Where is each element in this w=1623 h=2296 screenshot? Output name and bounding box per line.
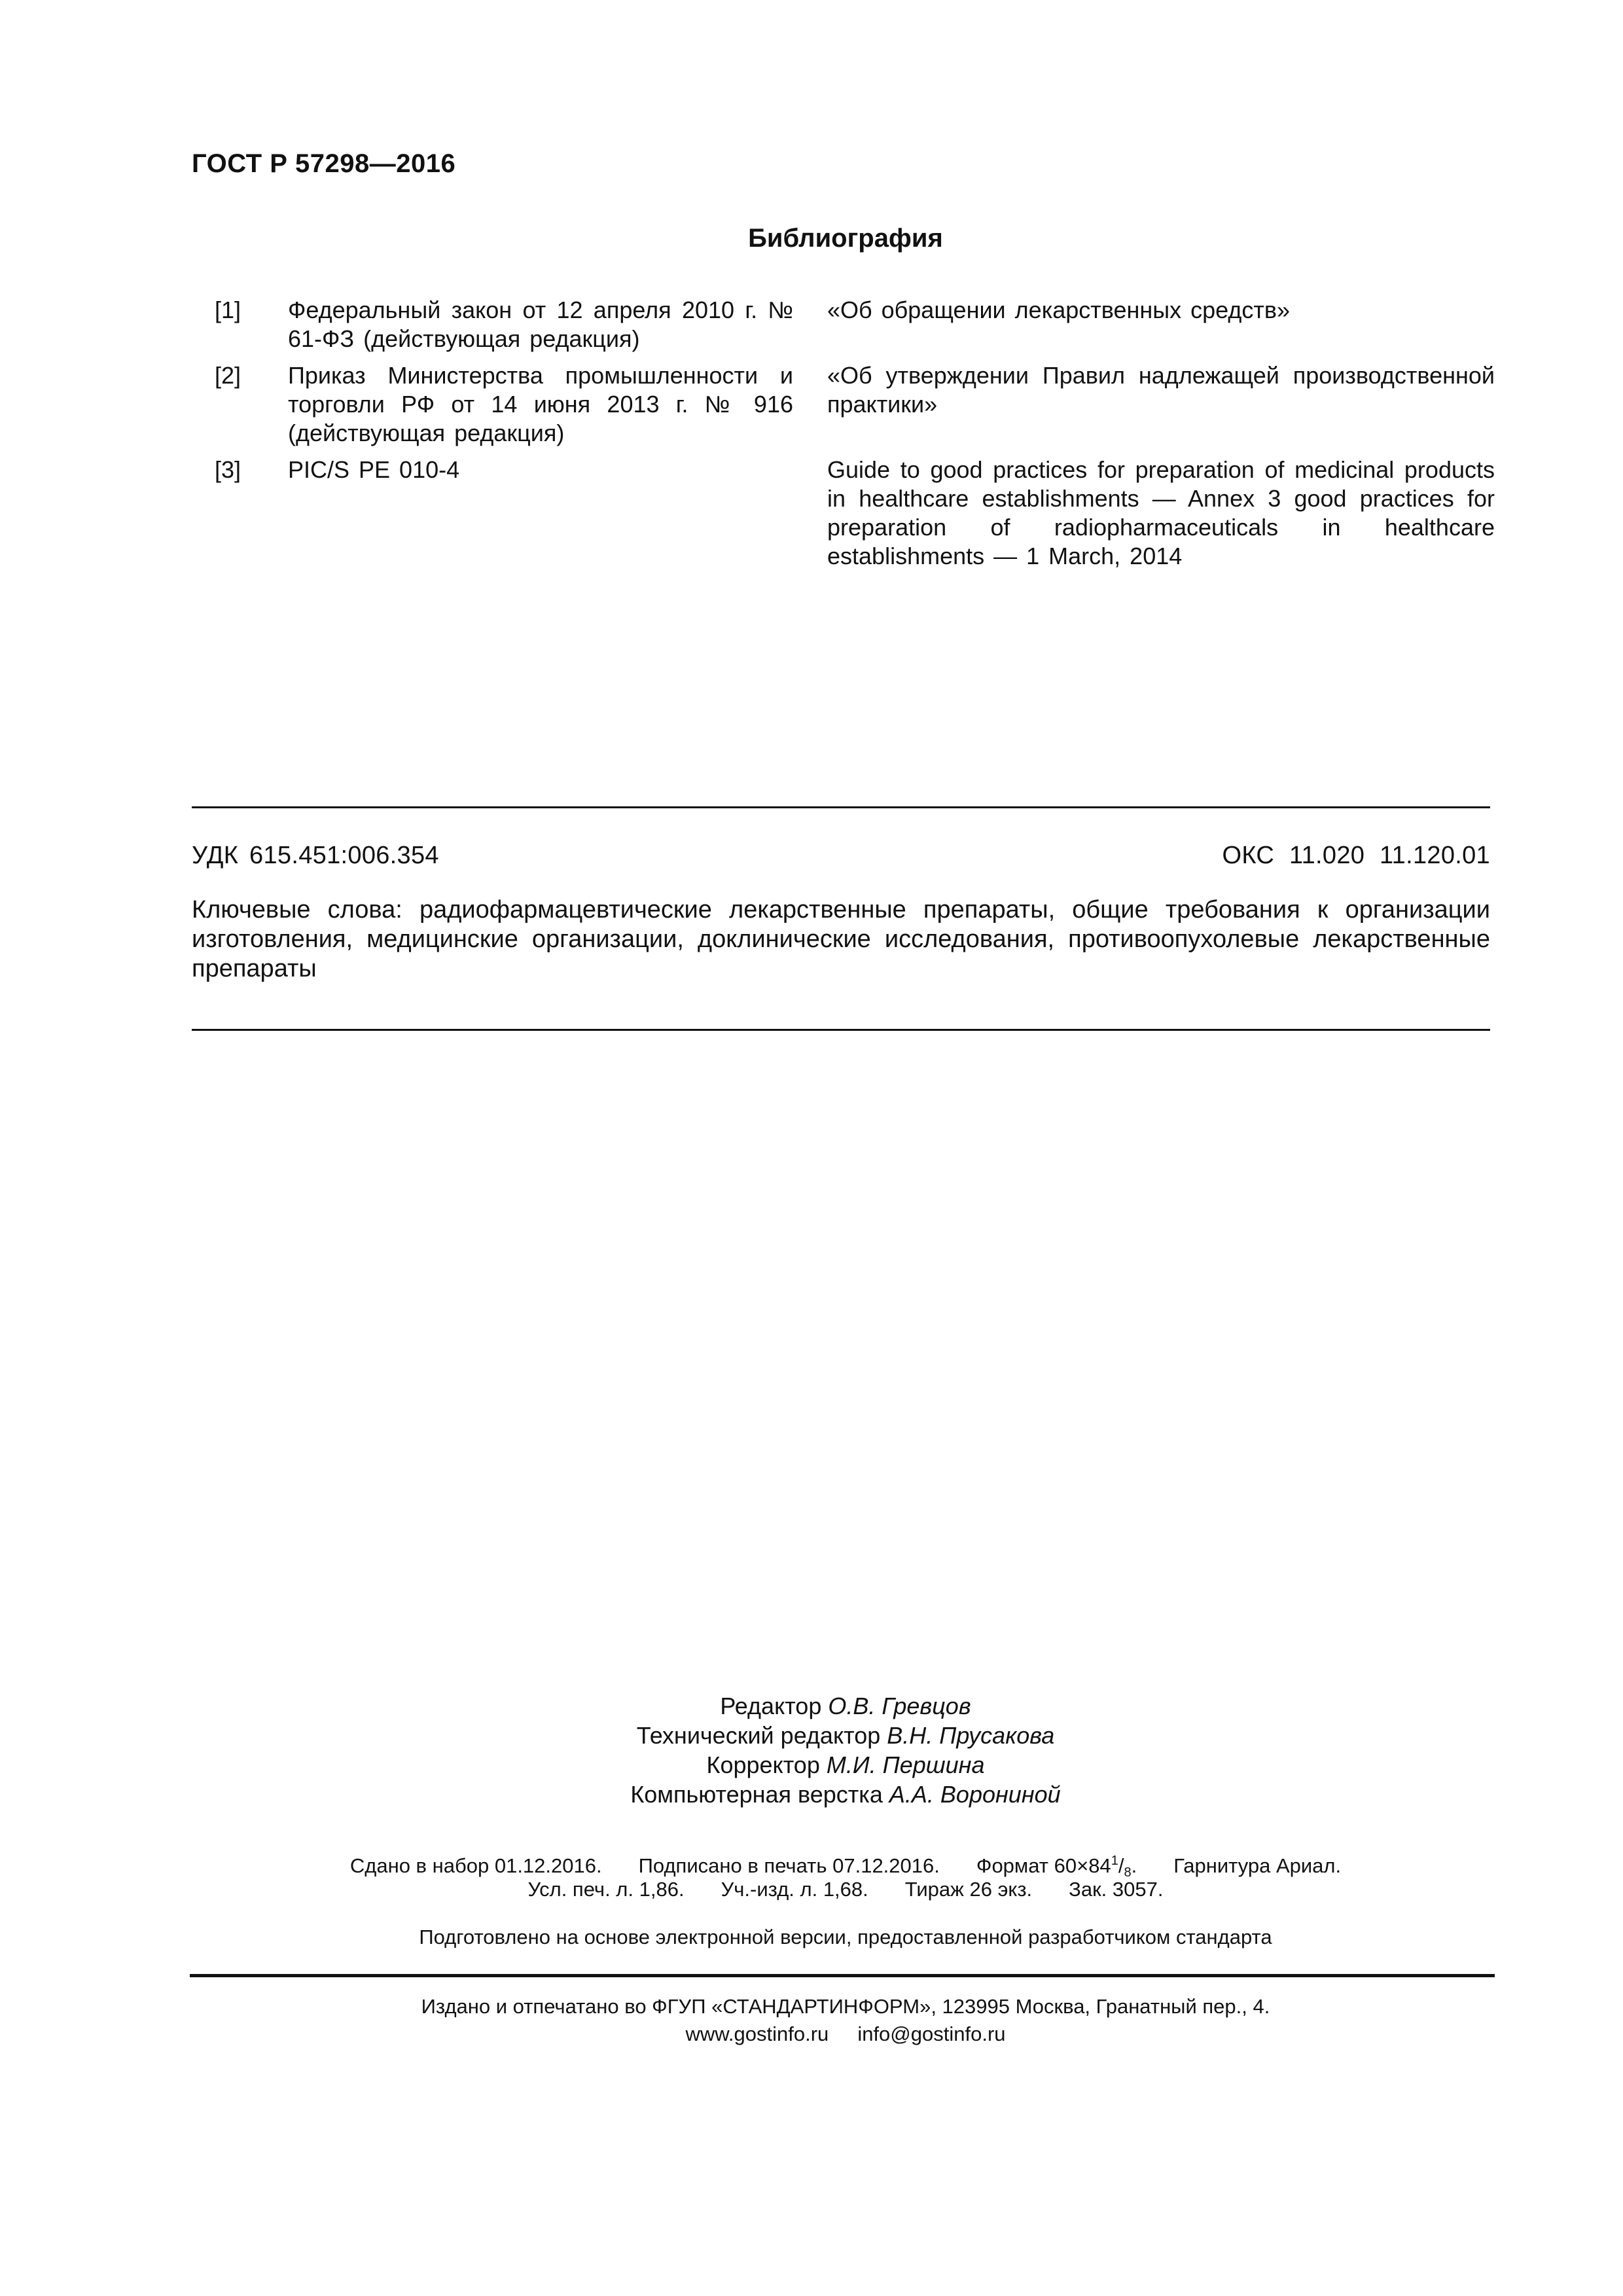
bibliography-item-number: [3] bbox=[215, 456, 241, 483]
tech-editor-label: Технический редактор bbox=[636, 1722, 881, 1749]
bibliography-title: Библиография bbox=[748, 224, 943, 253]
section-divider bbox=[192, 1029, 1490, 1031]
publisher-contacts bbox=[0, 2020, 1623, 2048]
email-link[interactable]: info@gostinfo.ru bbox=[857, 2022, 1006, 2045]
udk-code: УДК 615.451:006.354 bbox=[192, 842, 439, 869]
editor-label: Редактор bbox=[720, 1693, 822, 1719]
publisher-block bbox=[0, 1993, 1623, 2048]
circulation: Тираж 26 экз. bbox=[904, 1878, 1033, 1901]
layout-line bbox=[0, 1780, 1623, 1809]
bibliography-item-source: Приказ Министерства промышленности и торговли РФ от 14 июня 2013 г. № 916 (действующая редакция) bbox=[288, 362, 793, 446]
corrector-name: М.И. Першина bbox=[826, 1751, 985, 1778]
order-number: Зак. 3057. bbox=[1069, 1878, 1164, 1901]
editor-line bbox=[0, 1691, 1623, 1721]
paper-format-sup: 1 bbox=[1111, 1854, 1118, 1868]
tech-editor-line bbox=[0, 1721, 1623, 1750]
paper-format-sub: 8 bbox=[1124, 1865, 1132, 1880]
keywords: Ключевые слова: радиофармацевтические лекарственные препараты, общие требования к организации изготовления, медицинские организации, доклинические исследования, противоопухолевые лекарственные препараты bbox=[192, 896, 1490, 982]
oks-code: ОКС 11.020 11.120.01 bbox=[1222, 842, 1490, 869]
paper-format-prefix: Формат 60×84 bbox=[976, 1854, 1111, 1877]
signed-date: Подписано в печать 07.12.2016. bbox=[638, 1854, 940, 1877]
layout-name: А.А. Ворониной bbox=[889, 1781, 1061, 1808]
bibliography-item-title: «Об утверждении Правил надлежащей производственной практики» bbox=[827, 362, 1495, 418]
bibliography-item-source: Федеральный закон от 12 апреля 2010 г. № 61-ФЗ (действующая редакция) bbox=[288, 296, 793, 352]
corrector-label: Корректор bbox=[706, 1751, 820, 1778]
publishing-sheets: Уч.-изд. л. 1,68. bbox=[721, 1878, 868, 1901]
bibliography-item-number: [2] bbox=[215, 362, 241, 389]
typeface: Гарнитура Ариал. bbox=[1173, 1854, 1342, 1877]
prepared-note: Подготовлено на основе электронной версии, предоставленной разработчиком стандарта bbox=[419, 1926, 1272, 1948]
print-sheets: Усл. печ. л. 1,86. bbox=[527, 1878, 685, 1901]
bibliography-item-title: «Об обращении лекарственных средств» bbox=[827, 296, 1291, 323]
website-link[interactable]: www.gostinfo.ru bbox=[685, 2022, 829, 2045]
bibliography-item-title: Guide to good practices for preparation of medicinal products in healthcare establishments — Annex 3 good practices for preparation of radiopharmaceuticals in healthcare establishments — 1 March, 2014 bbox=[827, 456, 1495, 569]
document-code: ГОСТ Р 57298—2016 bbox=[192, 149, 456, 178]
bibliography-item-source: PIC/S PE 010-4 bbox=[288, 456, 460, 483]
layout-label: Компьютерная верстка bbox=[630, 1781, 883, 1808]
corrector-line bbox=[0, 1750, 1623, 1780]
footer-divider bbox=[190, 1974, 1495, 1977]
editor-name: О.В. Гревцов bbox=[828, 1693, 971, 1719]
submitted-date: Сдано в набор 01.12.2016. bbox=[349, 1854, 602, 1877]
paper-format: Формат $60\times 84^1/_8$. bbox=[976, 1854, 1137, 1880]
credits-block bbox=[0, 1691, 1623, 1809]
bibliography-item-number: [1] bbox=[215, 296, 241, 323]
print-info-line-2 bbox=[0, 1876, 1623, 1903]
tech-editor-name: В.Н. Прусакова bbox=[887, 1722, 1055, 1749]
section-divider bbox=[192, 806, 1490, 808]
paper-format-suffix: . bbox=[1131, 1854, 1137, 1877]
publisher-line: Издано и отпечатано во ФГУП «СТАНДАРТИНФОРМ», 123995 Москва, Гранатный пер., 4. bbox=[421, 1995, 1270, 2018]
